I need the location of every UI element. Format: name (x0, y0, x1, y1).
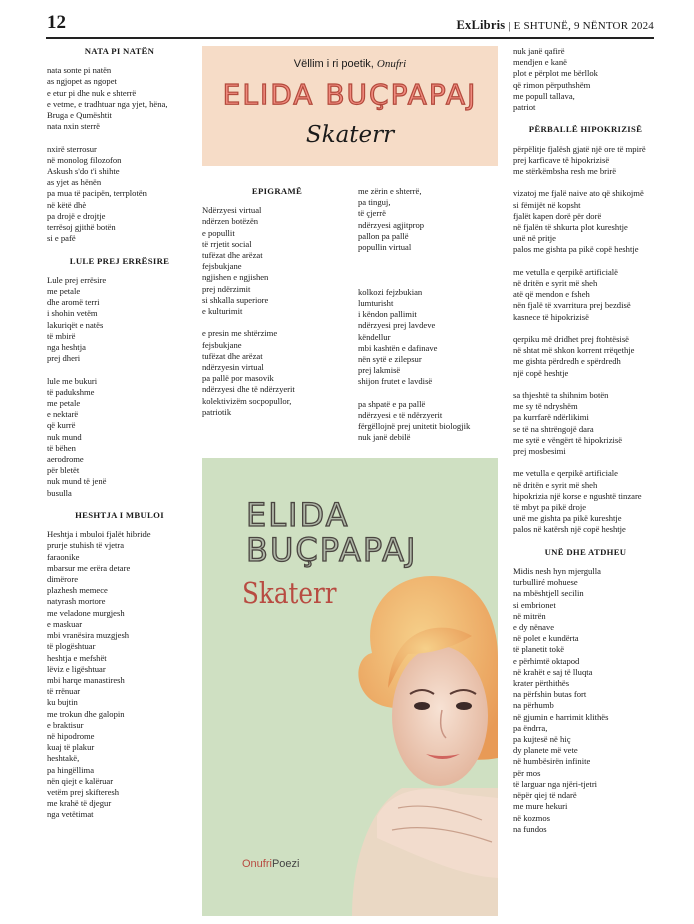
poem-line: prurje stuhish të vjetra (47, 540, 125, 551)
poem-line: me petale (47, 286, 81, 297)
poem-line: në këtë dhè (47, 199, 87, 210)
poem-line: patriot (513, 102, 536, 113)
poem-line: popullin virtual (358, 242, 412, 253)
poem-line: pa tinguj, (358, 197, 391, 208)
poem-line: Heshtja i mbuloi fjalët hibride (47, 529, 151, 540)
page-header (456, 18, 654, 33)
poem-line: të planetit tokë (513, 644, 565, 655)
poem-line: lumturisht (358, 297, 394, 308)
poem-line: e dy nënave (513, 622, 555, 633)
stanza-gap (513, 323, 658, 334)
poem-line: nuk mund të jenë (47, 476, 107, 487)
poem-line: atë që mendon e fsheh (513, 289, 590, 300)
cover-publisher (242, 858, 300, 870)
poem-line: Bruga e Qumështit (47, 110, 112, 121)
poem-line: që kurrë (47, 420, 76, 431)
poem-line: e etur pi dhe nuk e shterrë (47, 87, 137, 98)
page-number: 12 (47, 12, 66, 33)
poem-line: me vetulla e qerpikë artificialë (513, 266, 618, 277)
poem-line: kasnece të hipokrizisë (513, 311, 589, 322)
poem-line: unë në pritje (513, 233, 556, 244)
poem-line: përpëlitje fjalësh gjatë një ore të mpirë (513, 143, 646, 154)
poem-line: të çjerrë (358, 208, 386, 219)
poem-line: Ndërzyesi virtual (202, 205, 262, 216)
intro-text: Vëllim i ri poetik, (293, 58, 374, 70)
poem-line: për mos (513, 767, 541, 778)
poem-line: palos në katërsh një copë heshtje (513, 524, 626, 535)
poem-line: krater përthithës (513, 678, 570, 689)
book-announcement (202, 46, 498, 166)
stanza-gap (202, 317, 352, 328)
poem-line: prej mosbesimi (513, 446, 566, 457)
poem-line: të mbirë (47, 330, 76, 341)
poem-line: plot e përplot me bërllok (513, 68, 598, 79)
poem-line: pa hingëllima (47, 764, 95, 775)
poem-line: e kulturimit (202, 306, 243, 317)
poem-line: mbi kashtën e dafinave (358, 342, 438, 353)
poem-line: pa ëndrra, (513, 722, 548, 733)
cover-title: Skaterr (242, 576, 337, 610)
poem-line: me stërkëmbsha resh me brirë (513, 166, 617, 177)
poem-line: këndellur (358, 331, 391, 342)
stanza-gap (47, 244, 192, 255)
poem-line: prej dheri (47, 353, 81, 364)
poem-line: palos me gishta pa pikë copë heshtje (513, 244, 639, 255)
poem-line: nuk janë qafirë (513, 46, 565, 56)
poem-line: prej karficave të hipokrizisë (513, 154, 610, 165)
poem-line: na përfshin butas fort (513, 689, 587, 700)
poem-line: as yjet as hënën (47, 177, 102, 188)
poem-column-1 (47, 46, 192, 821)
poem-line: në dritën e syrit më sheh (513, 278, 598, 289)
poem-line: lakuriqët e natës (47, 319, 104, 330)
poem-line: në monolog filozofon (47, 154, 122, 165)
poem-line: lule me bukuri (47, 375, 98, 386)
poem-column-4 (513, 46, 658, 835)
poem-line: me sytë e vëngërt të hipokrizisë (513, 434, 623, 445)
poem-line: e nektarë (47, 409, 79, 420)
poem-line: nën sytë e zilepsur (358, 354, 422, 364)
poem-line: të rrjetit social (202, 238, 252, 249)
poem-line: nga vetëtimat (47, 809, 94, 820)
poem-line: pa mua të pacipën, terrplotën (47, 188, 147, 199)
poem-line: në mitrën (513, 610, 546, 621)
poem-line: me gishta përdredh e spërdredh (513, 356, 621, 367)
poem-line: fejsbukjane (202, 339, 242, 350)
poem-line: as ngjopet as ngopet (47, 76, 117, 87)
poem-line: me mure hekuri (513, 801, 568, 812)
poem-title: NATA PI NATËN (84, 46, 155, 56)
poem-line: fërgëllojnë prej unitetit biologjik (358, 421, 471, 432)
poem-line: sa thjeshtë ta shihnim botën (513, 390, 609, 401)
poem-line: aerodrome (47, 454, 84, 465)
poem-line: të plogështuar (47, 641, 96, 652)
poem-line: na fundos (513, 823, 547, 834)
poem-line: të bëhen (47, 442, 76, 453)
poem-line: në hipodrome (47, 730, 95, 741)
poem-line: plazhesh memece (47, 585, 108, 596)
cover-author-last: BUÇPAPAJ (246, 531, 418, 569)
stanza-gap (513, 536, 658, 547)
poem-line: nata sonte pi natën (47, 65, 112, 76)
poem-line: e presin me shtërzime (202, 328, 278, 339)
poem-line: për bletët (47, 465, 80, 476)
stanza-gap (47, 132, 192, 143)
poem-line: në humbësirën infinite (513, 756, 591, 767)
poem-column-3 (358, 186, 498, 444)
poem-line: shijon frutet e lavdisë (358, 376, 433, 387)
poem-line: pa kurrfarë ndërlikimi (513, 412, 589, 423)
poem-line: na mbështjell secilin (513, 588, 584, 599)
stanza-gap (358, 388, 498, 399)
cover-author-first: ELIDA (246, 496, 350, 534)
poem-line: nga heshtja (47, 342, 86, 353)
poem-line: nxirë sterrosur (47, 143, 97, 154)
header-rule (46, 37, 654, 39)
poem-line: e përhimtë oktapod (513, 655, 580, 666)
stanza-gap (358, 253, 498, 264)
poem-title: LULE PREJ ERRËSIRE (69, 255, 170, 266)
poem-line: mbi vranësira muzgjesh (47, 630, 130, 641)
poem-line: në krahët e saj të lluqta (513, 666, 593, 677)
poem-line: me popull tallava, (513, 90, 575, 101)
poem-line: na përhumb (513, 700, 554, 711)
poem-line: në dritën e syrit më sheh (513, 479, 598, 490)
poem-line: Midis nesh hyn mjergulla (513, 566, 601, 577)
poem-line: pallon pa pallë (358, 230, 409, 241)
header-separator: | (508, 20, 514, 32)
poem-line: ndërzyesin virtual (202, 362, 264, 373)
poem-line: prej lakmisë (358, 365, 401, 376)
poem-line: pa drojë e drojtje (47, 210, 106, 221)
poem-line: nuk janë debilë (358, 432, 411, 443)
poem-line: me petale (47, 398, 81, 409)
poem-line: të mbyt pa pikë droje (513, 502, 587, 513)
poem-line: se të na shtrëngojë dara (513, 423, 594, 434)
poem-line: nën fjalë të xvarritura prej bezdisë (513, 300, 631, 311)
poem-line: të padukshme (47, 386, 95, 397)
stanza-gap (513, 113, 658, 124)
poem-line: dimërore (47, 574, 79, 585)
poem-line: qerpiku më dridhet prej ftohtësisë (513, 334, 629, 345)
poem-line: e popullit (202, 227, 235, 238)
poem-line: ndërzyesi prej lavdeve (358, 320, 436, 331)
poem-line: pa kujtesë në hiç (513, 734, 571, 745)
poem-line: një copë heshtje (513, 367, 569, 378)
poem-line: i shohin vetëm (47, 308, 98, 319)
poem-line: me sy të ndryshëm (513, 401, 578, 412)
poem-line: Lule prej errësire (47, 274, 107, 285)
poem-line: ndërzyesi agjitprop (358, 219, 425, 230)
poem-line: në shtat më shkon korrent rrëqethje (513, 345, 635, 356)
book-cover (202, 458, 498, 916)
stanza-gap (513, 177, 658, 188)
title-spacer (47, 57, 192, 65)
stanza-gap (358, 276, 498, 287)
issue-date: E SHTUNË, 9 NËNTOR 2024 (513, 20, 654, 32)
poem-title: UNË DHE ATDHEU (544, 546, 627, 557)
poem-line: në gjumin e harrimit klithës (513, 711, 609, 722)
poem-title: HESHTJA I MBULOI (75, 510, 164, 521)
poem-line: tufëzat dhe arëzat (202, 250, 263, 261)
poem-line: ndërzyesi e të ndërzyerit (358, 410, 443, 420)
stanza-gap (513, 379, 658, 390)
stanza-gap (47, 499, 192, 510)
poem-line: mbarsur me erëra detare (47, 562, 131, 573)
poem-line: ku bujtin (47, 697, 78, 708)
poem-line: si e pafë (47, 233, 76, 244)
poem-line: heshtakë, (47, 753, 80, 764)
announcement-author: ELIDA BUÇPAPAJ (222, 78, 478, 111)
poem-line: nuk mund (47, 431, 82, 442)
poem-title: EPIGRAMË (251, 186, 303, 196)
poem-line: që rimon përputhshëm (513, 79, 591, 90)
poem-line: hipokrizia një korse e ngushtë tinzare (513, 490, 642, 501)
poem-line: pa pallë por masovik (202, 373, 274, 384)
poem-title: PËRBALLË HIPOKRIZISË (528, 124, 643, 135)
poem-line: si embrionet (513, 599, 556, 610)
poem-line: nën qiejt e kalëruar (47, 775, 114, 786)
poem-line: unë me gishta pa pikë kureshtje (513, 513, 622, 524)
title-spacer (47, 521, 192, 529)
publisher-series: Poezi (271, 858, 300, 870)
poem-line: vetëm prej skifteresh (47, 786, 120, 797)
poem-line: natyrash mortore (47, 596, 106, 607)
poem-line: dhe aromë terri (47, 297, 100, 308)
poem-line: ndërzen botëzën (202, 216, 259, 227)
stanza-gap (513, 457, 658, 468)
poem-line: si shkalla superiore (202, 294, 269, 305)
poem-line: në fjalën të shkurta plot kureshtje (513, 222, 628, 233)
stanza-gap (47, 364, 192, 375)
poem-line: në kozmos (513, 812, 550, 823)
poem-line: mendjen e kanë (513, 57, 567, 68)
poem-line: e maskuar (47, 618, 83, 629)
publication-name: ExLibris (456, 18, 506, 32)
poem-line: patriotik (202, 406, 232, 417)
poem-line: i këndon pallimit (358, 309, 417, 320)
poem-line: vizatoj me fjalë naive ato që shikojmë (513, 188, 644, 199)
poem-line: ndërzyesi dhe të ndërzyerit (202, 384, 295, 395)
poem-line: tufëzat dhe arëzat (202, 350, 263, 361)
poem-line: heshtja e mefshët (47, 652, 107, 663)
announcement-intro (202, 58, 498, 70)
poem-line: pa shpatë e pa pallë (358, 398, 426, 409)
poem-line: Askush s'do t'i shihte (47, 166, 120, 177)
poem-line: fjalët kapen dorë për dorë (513, 210, 602, 221)
stanza-gap (358, 264, 498, 275)
poem-line: e vetme, e tradhtuar nga yjet, hëna, (47, 98, 168, 109)
poem-line: nata nxin sterrë (47, 121, 100, 132)
title-spacer (513, 558, 658, 566)
title-spacer (202, 197, 352, 205)
poem-line: lëviz e ligështuar (47, 663, 106, 674)
poem-column-2 (202, 186, 352, 418)
poem-line: me trokun dhe galopin (47, 708, 125, 719)
poem-line: terrësoj gjithë botën (47, 222, 116, 233)
poem-line: me krahë të djegur (47, 798, 112, 809)
poem-line: dy planete më vete (513, 745, 578, 756)
stanza-gap (513, 256, 658, 267)
poem-line: kolektivizëm socpopullor, (202, 395, 292, 406)
poem-line: me vetulla e qerpikë artificiale (513, 468, 618, 479)
poem-line: faraonike (47, 551, 80, 562)
title-spacer (47, 267, 192, 275)
publisher-name: Onufri (242, 858, 272, 870)
poem-line: ngjishen e ngjishen (202, 272, 269, 283)
poem-line: nëpër qiej të ndarë (513, 790, 577, 801)
poem-line: me veladone murgjesh (47, 607, 125, 618)
poem-line: prej ndërzimit (202, 283, 251, 294)
title-spacer (513, 136, 658, 144)
poem-line: kuaj të plakur (47, 742, 95, 753)
poem-line: të rrënuar (47, 686, 81, 697)
intro-publisher: Onufri (376, 58, 407, 70)
poem-line: fejsbukjane (202, 261, 242, 272)
poem-line: kolkozi fejzbukian (358, 286, 423, 297)
poem-line: të larguar nga njëri-tjetri (513, 778, 598, 789)
poem-line: turbulliré mohuese (513, 577, 578, 588)
poem-line: e braktisur (47, 719, 84, 730)
announcement-title: Skaterr (305, 122, 395, 148)
poem-line: mbi harqe manastiresh (47, 674, 125, 685)
poem-line: busulla (47, 487, 72, 498)
poem-line: si fëmijët në kopsht (513, 199, 581, 210)
poem-line: me zërin e shterrë, (358, 186, 422, 196)
poem-line: në polet e kundërta (513, 633, 579, 644)
